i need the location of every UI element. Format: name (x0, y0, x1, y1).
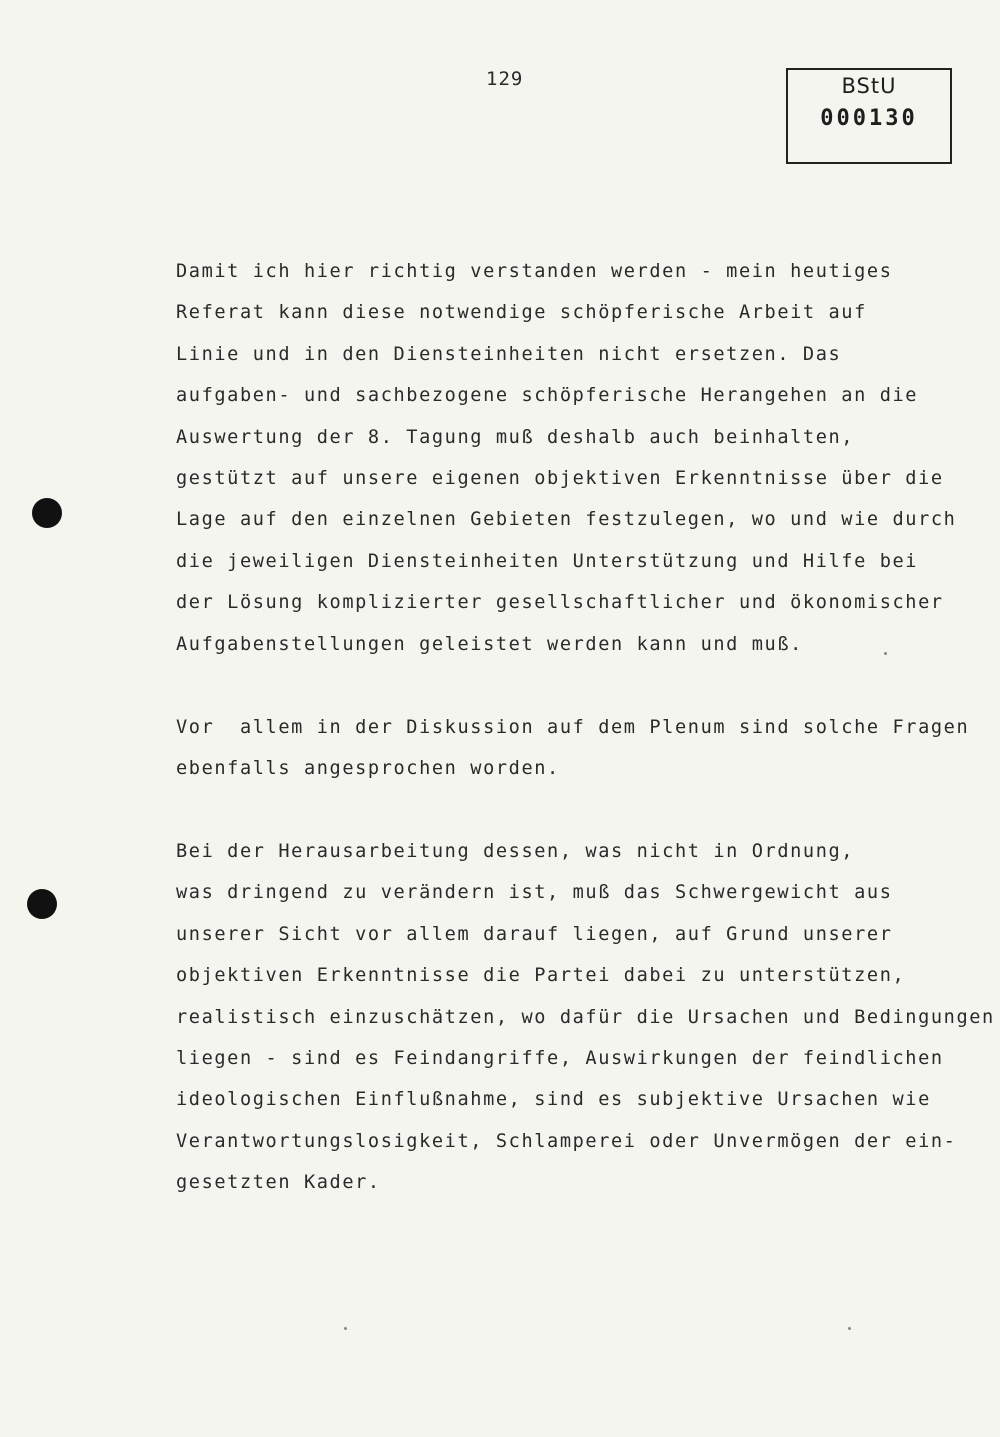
paper-speck (344, 1327, 347, 1330)
punch-hole-bottom (27, 889, 57, 919)
text-line: aufgaben- und sachbezogene schöpferische Herangehen an die (176, 385, 919, 407)
text-line: Bei der Herausarbeitung dessen, was nicht in Ordnung, (176, 841, 855, 862)
text-line: liegen - sind es Feindangriffe, Auswirkungen der feindlichen (176, 1047, 944, 1069)
text-line: der Lösung komplizierter gesellschaftlicher und ökonomischer (176, 592, 944, 614)
text-line: gesetzten Kader. (176, 1172, 381, 1194)
text-line: objektiven Erkenntnisse die Partei dabei zu unterstützen, (176, 965, 906, 987)
paragraph-1 (176, 251, 976, 665)
stamp-label: BStU (841, 74, 897, 98)
text-line: Auswertung der 8. Tagung muß deshalb auch beinhalten, (176, 426, 855, 448)
paragraph-3 (176, 831, 995, 1204)
paper-speck (848, 1327, 851, 1330)
text-line: ebenfalls angesprochen worden. (176, 758, 560, 780)
text-line: Damit ich hier richtig verstanden werden - mein heutiges (176, 261, 893, 282)
stamp-number: 000130 (820, 106, 918, 131)
archive-stamp (786, 68, 952, 164)
text-line: Vor allem in der Diskussion auf dem Plenum sind solche Fragen (176, 717, 970, 738)
text-line: gestützt auf unsere eigenen objektiven Erkenntnisse über die (176, 467, 944, 489)
text-line: Verantwortungslosigkeit, Schlamperei oder Unvermögen der ein- (176, 1130, 957, 1152)
text-line: ideologischen Einflußnahme, sind es subjektive Ursachen wie (176, 1089, 931, 1111)
text-line: was dringend zu verändern ist, muß das Schwergewicht aus (176, 882, 893, 904)
text-line: Aufgabenstellungen geleistet werden kann und muß. (176, 633, 803, 655)
text-line: die jeweiligen Diensteinheiten Unterstützung und Hilfe bei (176, 550, 919, 572)
page-number: 129 (486, 68, 524, 90)
paragraph-2 (176, 707, 976, 790)
text-line: Linie und in den Diensteinheiten nicht ersetzen. Das (176, 343, 842, 365)
text-line: realistisch einzuschätzen, wo dafür die Ursachen und Bedingungen (176, 1006, 995, 1028)
punch-hole-top (32, 498, 62, 528)
text-line: Lage auf den einzelnen Gebieten festzulegen, wo und wie durch (176, 509, 957, 531)
text-line: unserer Sicht vor allem darauf liegen, auf Grund unserer (176, 923, 893, 945)
text-line: Referat kann diese notwendige schöpferische Arbeit auf (176, 302, 867, 324)
